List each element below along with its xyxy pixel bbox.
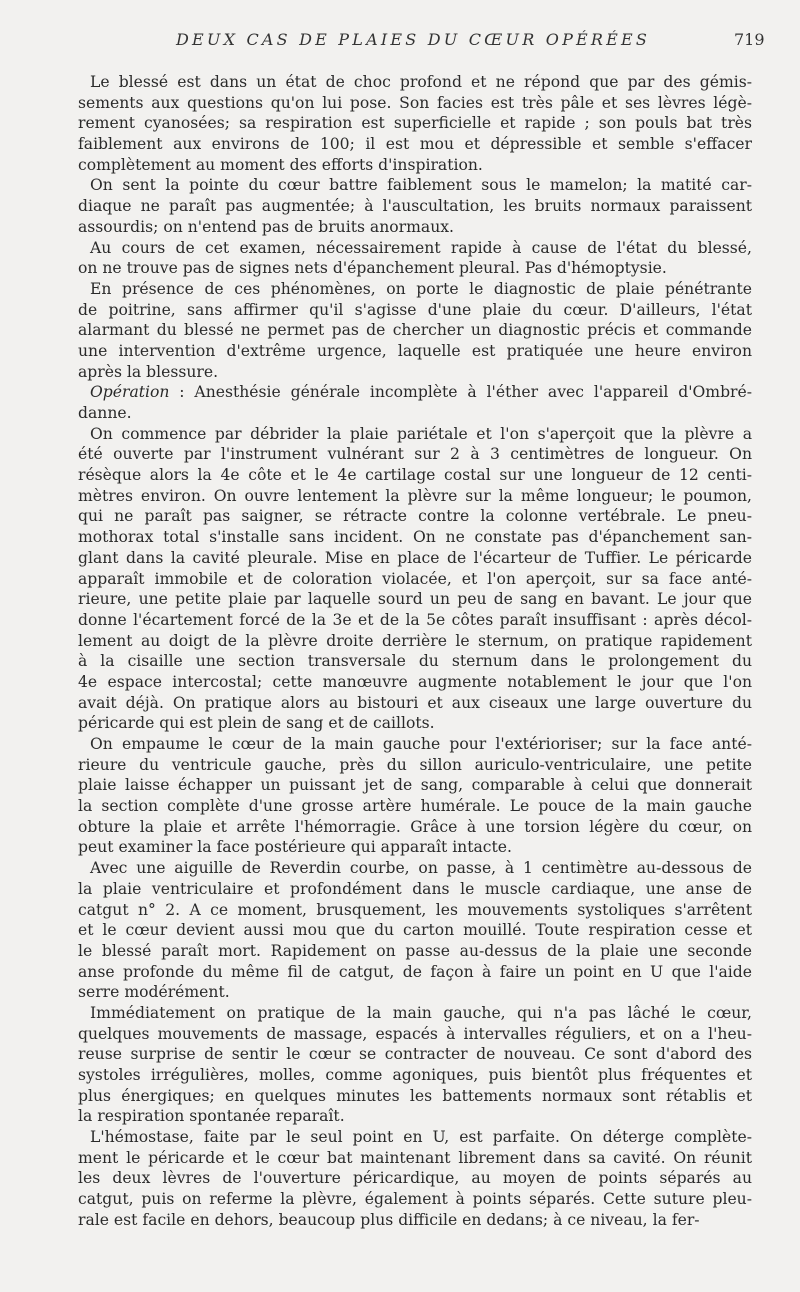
text-line: [78, 1003, 752, 1024]
line-text: mothorax total s'installe sans incident. On ne constate pas d'épanchement san-: [78, 528, 752, 547]
text-line: [78, 134, 752, 155]
text-line: [78, 217, 752, 238]
line-text: quelques mouvements de massage, espacés à intervalles réguliers, et on a l'heu-: [78, 1024, 752, 1043]
line-text: faiblement aux environs de 100; il est mou et dépressible et semble s'effacer: [78, 135, 752, 154]
line-text: de poitrine, sans affirmer qu'il s'agisse d'une plaie du cœur. D'ailleurs, l'état: [78, 300, 752, 319]
line-text: la plaie ventriculaire et profondément dans le muscle cardiaque, une anse de: [78, 879, 752, 898]
paragraph: [78, 175, 752, 237]
line-text: ment le péricarde et le cœur bat maintenant librement dans sa cavité. On réunit: [78, 1148, 752, 1167]
text-line: [78, 651, 752, 672]
line-text: catgut n° 2. A ce moment, brusquement, les mouvements systoliques s'arrêtent: [78, 900, 752, 919]
paragraph: [78, 858, 752, 1003]
text-line: [78, 320, 752, 341]
paragraph: [78, 72, 752, 175]
text-line: [78, 631, 752, 652]
text-line: [78, 1044, 752, 1065]
line-text: glant dans la cavité pleurale. Mise en place de l'écarteur de Tuffier. Le péricarde: [78, 548, 752, 567]
text-line: [78, 279, 752, 300]
line-text: rement cyanosées; sa respiration est superficielle et rapide ; son pouls bat très: [78, 114, 752, 133]
text-line: [78, 672, 752, 693]
text-line: [78, 72, 752, 93]
line-text: après la blessure.: [78, 362, 219, 381]
line-text: reuse surprise de sentir le cœur se contracter de nouveau. Ce sont d'abord des: [78, 1045, 752, 1064]
line-text: systoles irrégulières, molles, comme agoniques, puis bientôt plus fréquentes et: [78, 1066, 752, 1084]
text-line: [78, 527, 752, 548]
line-text: Au cours de cet examen, nécessairement rapide à cause de l'état du blessé,: [90, 238, 752, 257]
line-text: danne.: [78, 404, 132, 422]
line-text: et le cœur devient aussi mou que du carton mouillé. Toute respiration cesse et: [78, 921, 752, 940]
line-text: mètres environ. On ouvre lentement la plèvre sur la même longueur; le poumon,: [78, 486, 752, 505]
line-text: on ne trouve pas de signes nets d'épanchement pleural. Pas d'hémoptysie.: [78, 259, 667, 278]
text-line: [78, 734, 752, 755]
text-line: [78, 1024, 752, 1045]
line-text: On empaume le cœur de la main gauche pour l'extérioriser; sur la face anté-: [90, 735, 752, 753]
text-line: [78, 196, 752, 217]
text-line: [78, 796, 752, 817]
text-line: [78, 1127, 752, 1148]
paragraph: [78, 1127, 752, 1230]
text-line: [78, 1168, 752, 1189]
text-line: [78, 300, 752, 321]
line-text: rieure, une petite plaie par laquelle sourd un peu de sang en bavant. Le jour que: [78, 590, 752, 609]
line-text: Avec une aiguille de Reverdin courbe, on passe, à 1 centimètre au-dessous de: [90, 859, 752, 878]
text-line: [78, 548, 752, 569]
text-line: [78, 341, 752, 362]
line-text: la respiration spontanée reparaît.: [78, 1107, 345, 1126]
line-text: plaie laisse échapper un puissant jet de sang, comparable à celui que donnerait: [78, 776, 752, 795]
text-line: [78, 713, 752, 734]
text-line: [78, 982, 752, 1003]
text-line: [78, 1086, 752, 1107]
text-line: [78, 693, 752, 714]
line-text: le blessé paraît mort. Rapidement on passe au-dessus de la plaie une seconde: [78, 941, 752, 960]
line-text: apparaît immobile et de coloration violacée, et l'on aperçoit, sur sa face anté-: [78, 569, 752, 588]
text-line: [78, 362, 752, 383]
line-text: péricarde qui est plein de sang et de caillots.: [78, 714, 435, 733]
text-line: [78, 465, 752, 486]
line-text: assourdis; on n'entend pas de bruits anormaux.: [78, 217, 454, 236]
text-line: [78, 1148, 752, 1169]
line-text: : Anesthésie générale incomplète à l'éther avec l'appareil d'Ombré-: [169, 383, 752, 402]
line-text: qui ne paraît pas saigner, se rétracte contre la colonne vertébrale. Le pneu-: [78, 507, 752, 526]
text-line: [78, 879, 752, 900]
text-line: [78, 175, 752, 196]
text-line: [78, 444, 752, 465]
text-line: [78, 424, 752, 445]
text-line: [78, 93, 752, 114]
text-line: [78, 1106, 752, 1127]
text-line: [78, 382, 752, 403]
page-number: 719: [734, 30, 765, 49]
text-line: [78, 589, 752, 610]
line-text: la section complète d'une grosse artère humérale. Le pouce de la main gauche: [78, 797, 752, 816]
line-text: Le blessé est dans un état de choc profond et ne répond que par des gémis-: [90, 73, 752, 91]
text-line: [78, 506, 752, 527]
text-line: [78, 403, 752, 424]
text-line: [78, 486, 752, 507]
running-title: DEUX CAS DE PLAIES DU CŒUR OPÉRÉES: [176, 30, 651, 49]
line-text: avait déjà. On pratique alors au bistouri et aux ciseaux une large ouverture du: [78, 693, 752, 712]
text-line: [78, 258, 752, 279]
section-label: Opération: [90, 383, 170, 402]
article-body: [78, 72, 752, 1231]
text-line: [78, 817, 752, 838]
line-text: été ouverte par l'instrument vulnérant sur 2 à 3 centimètres de longueur. On: [78, 445, 752, 464]
line-text: plus énergiques; en quelques minutes les battements normaux sont rétablis et: [78, 1086, 752, 1105]
text-line: [78, 900, 752, 921]
text-line: [78, 113, 752, 134]
text-line: [78, 610, 752, 631]
text-line: [78, 920, 752, 941]
line-text: sements aux questions qu'on lui pose. Son facies est très pâle et ses lèvres légè-: [78, 93, 752, 112]
line-text: résèque alors la 4e côte et le 4e cartilage costal sur une longueur de 12 centi-: [78, 466, 752, 485]
line-text: alarmant du blessé ne permet pas de chercher un diagnostic précis et commande: [78, 321, 752, 340]
paragraph: [78, 424, 752, 734]
text-line: [78, 155, 752, 176]
line-text: une intervention d'extrême urgence, laquelle est pratiquée une heure environ: [78, 341, 752, 360]
line-text: obture la plaie et arrête l'hémorragie. Grâce à une torsion légère du cœur, on: [78, 817, 752, 836]
text-line: [78, 941, 752, 962]
line-text: rale est facile en dehors, beaucoup plus difficile en dedans; à ce niveau, la fer-: [78, 1210, 700, 1229]
paragraph: [78, 382, 752, 423]
line-text: rieure du ventricule gauche, près du sillon auriculo-ventriculaire, une petite: [78, 755, 752, 774]
paragraph: [78, 734, 752, 858]
paragraph: [78, 1003, 752, 1127]
line-text: diaque ne paraît pas augmentée; à l'auscultation, les bruits normaux paraissent: [78, 197, 752, 216]
text-line: [78, 1065, 752, 1086]
line-text: On commence par débrider la plaie pariétale et l'on s'aperçoit que la plèvre a: [90, 424, 752, 443]
paragraph: [78, 279, 752, 382]
text-line: [78, 775, 752, 796]
line-text: On sent la pointe du cœur battre faiblement sous le mamelon; la matité car-: [90, 176, 752, 195]
line-text: anse profonde du même fil de catgut, de façon à faire un point en U que l'aide: [78, 962, 752, 981]
line-text: peut examiner la face postérieure qui apparaît intacte.: [78, 838, 512, 857]
text-line: [78, 238, 752, 259]
line-text: En présence de ces phénomènes, on porte le diagnostic de plaie pénétrante: [90, 279, 752, 298]
text-line: [78, 1189, 752, 1210]
line-text: lement au doigt de la plèvre droite derrière le sternum, on pratique rapidement: [78, 631, 752, 650]
line-text: les deux lèvres de l'ouverture péricardique, au moyen de points séparés au: [78, 1169, 752, 1188]
text-line: [78, 858, 752, 879]
paragraph: [78, 238, 752, 279]
page-header: [0, 30, 800, 54]
text-line: [78, 1210, 752, 1231]
line-text: complètement au moment des efforts d'inspiration.: [78, 155, 483, 174]
line-text: 4e espace intercostal; cette manœuvre augmente notablement le jour que l'on: [78, 672, 752, 691]
line-text: L'hémostase, faite par le seul point en U, est parfaite. On déterge complète-: [90, 1128, 752, 1147]
text-line: [78, 569, 752, 590]
line-text: à la cisaille une section transversale du sternum dans le prolongement du: [78, 652, 752, 671]
text-line: [78, 837, 752, 858]
line-text: Immédiatement on pratique de la main gauche, qui n'a pas lâché le cœur,: [90, 1003, 752, 1022]
line-text: catgut, puis on referme la plèvre, également à points séparés. Cette suture pleu-: [78, 1190, 752, 1209]
line-text: serre modérément.: [78, 983, 230, 1002]
text-line: [78, 755, 752, 776]
line-text: donne l'écartement forcé de la 3e et de la 5e côtes paraît insuffisant : après décol-: [78, 610, 752, 629]
text-line: [78, 962, 752, 983]
